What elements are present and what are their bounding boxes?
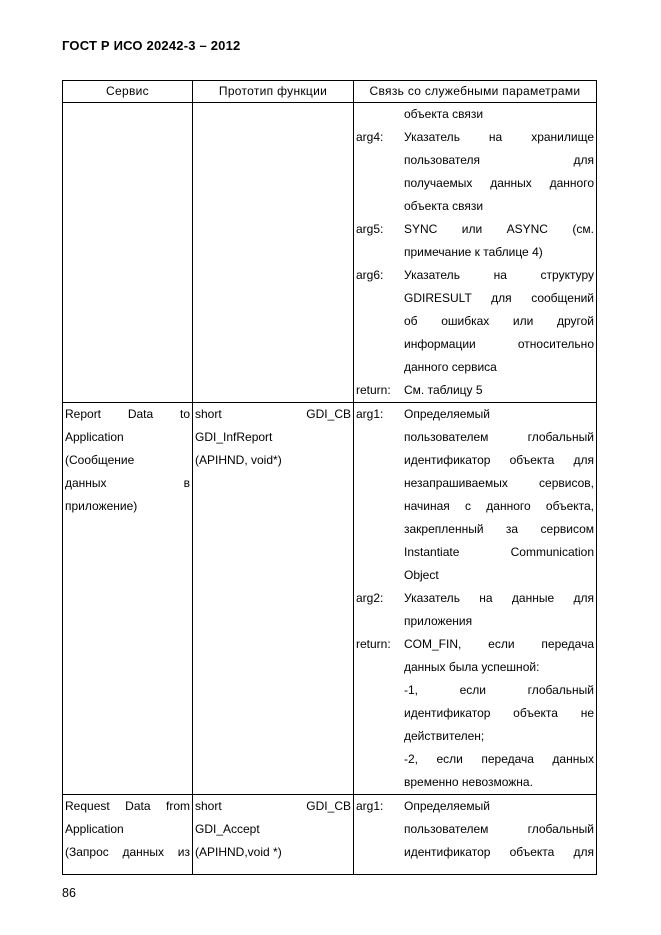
param-arg1	[356, 403, 594, 587]
param-key: return:	[356, 383, 391, 397]
service-line: Application	[65, 430, 124, 444]
param-line: пользователя для	[404, 153, 594, 167]
prototype-line: short GDI_CB	[195, 799, 351, 813]
param-key: arg1:	[356, 799, 384, 813]
service-cell	[63, 795, 193, 875]
param-line: приложения	[404, 614, 473, 628]
service-line: приложение)	[65, 499, 138, 513]
service-line: Report Data to	[65, 407, 190, 421]
param-arg6	[356, 264, 594, 379]
param-line: Указатель на хранилище	[404, 130, 594, 144]
param-line: информации относительно	[404, 337, 594, 351]
service-line: Request Data from	[65, 799, 190, 813]
param-line: временно невозможна.	[404, 775, 533, 789]
param-line: Указатель на структуру	[404, 268, 594, 282]
param-line: действителен;	[404, 729, 485, 743]
service-cell	[63, 103, 193, 403]
param-key: return:	[356, 637, 391, 651]
param-line: начиная с данного объекта,	[404, 499, 594, 513]
param-arg5	[356, 218, 594, 264]
param-key: arg4:	[356, 130, 384, 144]
param-line: данных была успешной:	[404, 660, 540, 674]
service-table	[62, 80, 597, 875]
param-return	[356, 633, 594, 794]
service-line: (Запрос данных из	[65, 845, 190, 859]
prototype-line: GDI_Accept	[195, 822, 260, 836]
param-arg4	[356, 126, 594, 218]
prototype-line: (APIHND, void*)	[195, 453, 282, 467]
prototype-line: GDI_InfReport	[195, 430, 273, 444]
param-line: Object	[404, 568, 439, 582]
param-line: данного сервиса	[404, 360, 497, 374]
param-line: пользователем глобальный	[404, 430, 594, 444]
param-line: незапрашиваемых сервисов,	[404, 476, 594, 490]
param-line: закрепленный за сервисом	[404, 522, 594, 536]
param-line: Instantiate Communication	[404, 545, 594, 559]
param-line: примечание к таблице 4)	[404, 245, 543, 259]
param-line: SYNC или ASYNC (см.	[404, 222, 594, 236]
service-line: (Сообщение	[65, 453, 135, 467]
prototype-cell	[193, 795, 354, 875]
table-header-row	[63, 81, 597, 103]
param-line: Указатель на данные для	[404, 591, 594, 605]
param-line: идентификатор объекта для	[404, 453, 594, 467]
table-row	[63, 795, 597, 875]
parameters-cell	[354, 795, 597, 875]
parameters-cell	[354, 403, 597, 795]
prototype-cell	[193, 403, 354, 795]
column-header-parameters: Связь со служебными параметрами	[354, 81, 597, 103]
document-code-header: ГОСТ Р ИСО 20242-3 – 2012	[62, 38, 241, 53]
param-line: Определяемый	[404, 799, 490, 813]
param-line: Определяемый	[404, 407, 490, 421]
param-line: GDIRESULT для сообщений	[404, 291, 594, 305]
table-row	[63, 403, 597, 795]
param-line: об ошибках или другой	[404, 314, 594, 328]
param-key: arg5:	[356, 222, 384, 236]
param-line: идентификатор объекта не	[404, 706, 594, 720]
param-key: arg2:	[356, 591, 384, 605]
param-line: идентификатор объекта для	[404, 845, 594, 859]
column-header-service: Сервис	[63, 81, 193, 103]
parameters-cell	[354, 103, 597, 403]
param-line: получаемых данных данного	[404, 176, 594, 190]
table-row	[63, 103, 597, 403]
prototype-cell	[193, 103, 354, 403]
param-return	[356, 379, 594, 402]
param-line: пользователем глобальный	[404, 822, 594, 836]
service-line: данных в	[65, 476, 190, 490]
param-line: объекта связи	[404, 107, 484, 121]
service-cell	[63, 403, 193, 795]
param-line: -2, если передача данных	[404, 752, 594, 766]
param-line: -1, если глобальный	[404, 683, 594, 697]
prototype-line: (APIHND,void *)	[195, 845, 282, 859]
param-line: См. таблицу 5	[404, 383, 483, 397]
param-line: COM_FIN, если передача	[404, 637, 594, 651]
prototype-line: short GDI_CB	[195, 407, 351, 421]
column-header-prototype: Прототип функции	[193, 81, 354, 103]
param-arg1	[356, 795, 594, 864]
page-number: 86	[62, 886, 76, 900]
service-line: Application	[65, 822, 124, 836]
param-key: arg1:	[356, 407, 384, 421]
param-arg2	[356, 587, 594, 633]
param-line: объекта связи	[404, 199, 484, 213]
param-key: arg6:	[356, 268, 384, 282]
